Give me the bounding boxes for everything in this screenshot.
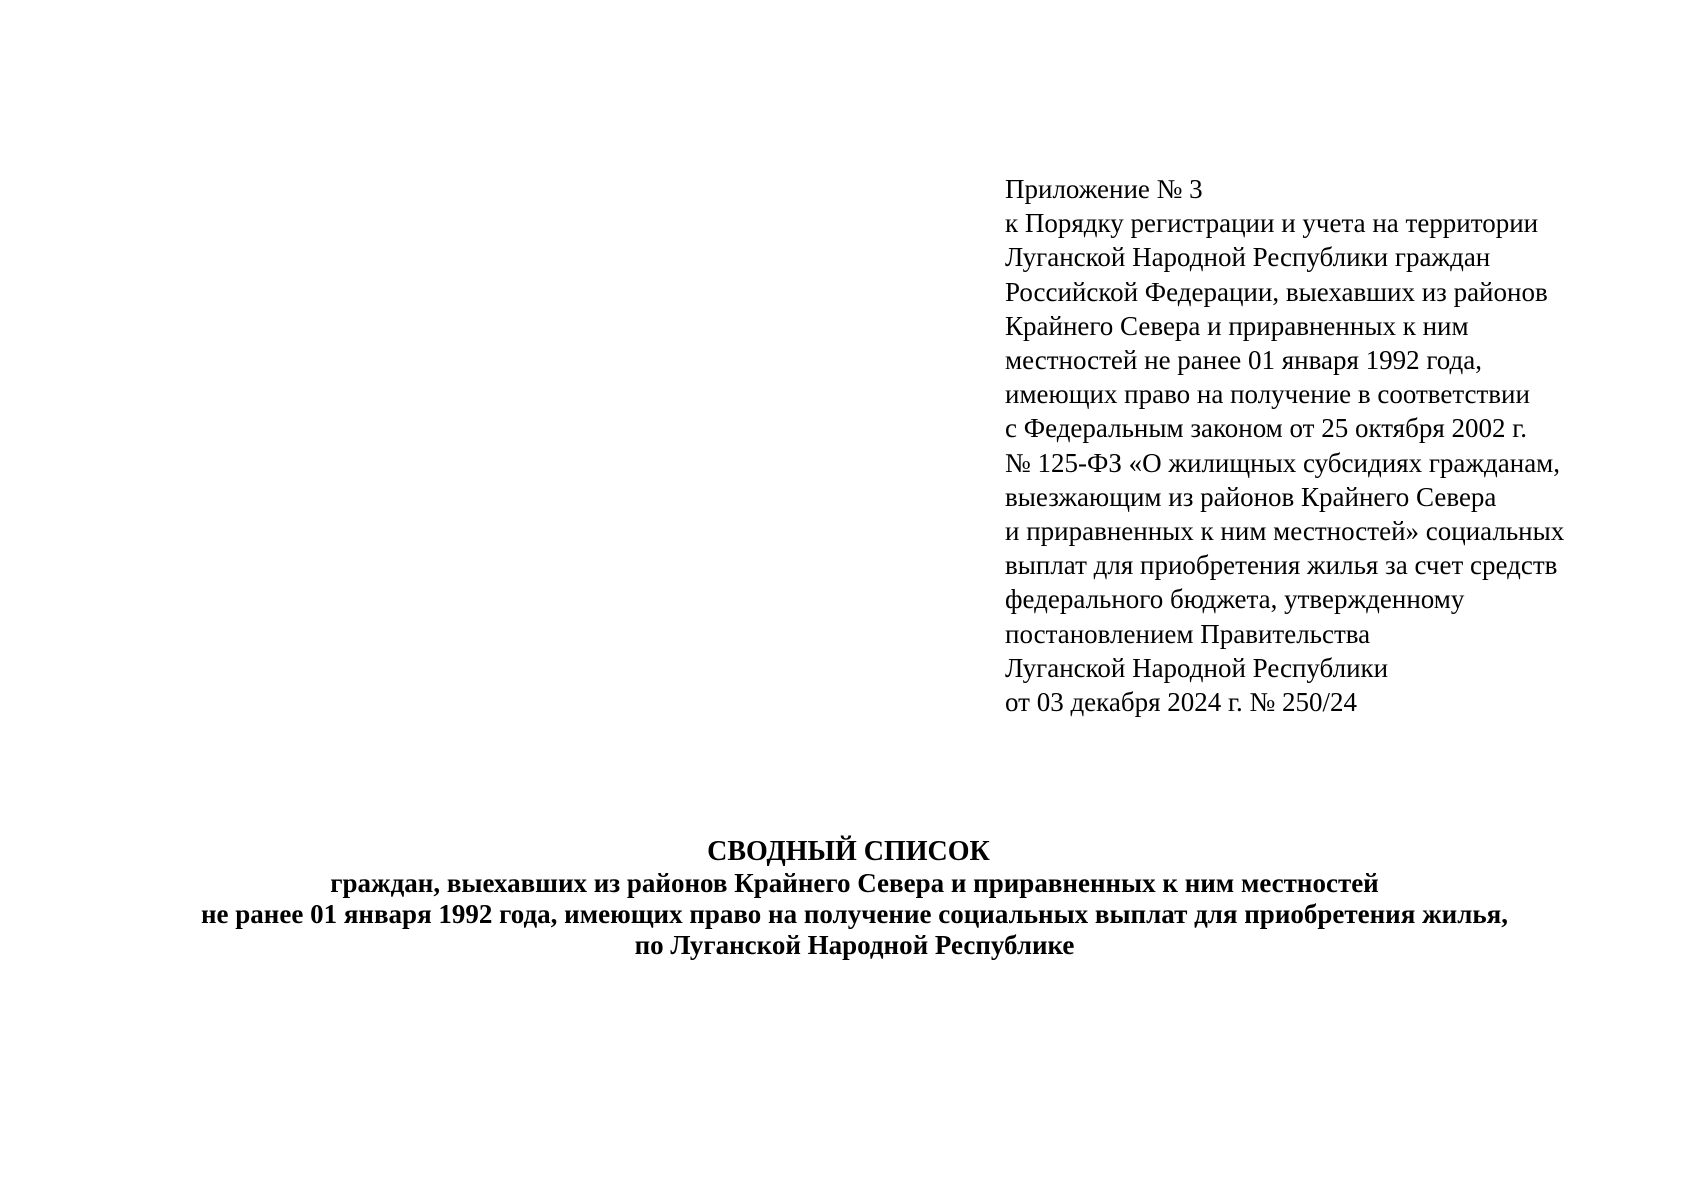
appendix-line: к Порядку регистрации и учета на территории (1005, 208, 1539, 239)
appendix-line: выезжающим из районов Крайнего Севера (1005, 481, 1497, 512)
appendix-line: и приравненных к ним местностей» социальных (1005, 516, 1565, 547)
appendix-reference-block (1005, 172, 1645, 719)
appendix-line: Крайнего Севера и приравненных к ним (1005, 310, 1469, 341)
appendix-line: постановлением Правительства (1005, 618, 1371, 649)
appendix-line: федерального бюджета, утвержденному (1005, 584, 1465, 615)
document-subtitle-line: не ранее 01 января 1992 года, имеющих право на получение социальных выплат для приобретения жилья, (200, 899, 1509, 929)
appendix-line: с Федеральным законом от 25 октября 2002 г. (1005, 413, 1528, 444)
appendix-line: Российской Федерации, выехавших из районов (1005, 276, 1548, 307)
appendix-line: № 125-ФЗ «О жилищных субсидиях гражданам, (1005, 447, 1561, 478)
appendix-line: имеющих право на получение в соответствии (1005, 379, 1530, 410)
document-subtitle-line: по Луганской Народной Республике (634, 930, 1075, 960)
appendix-line: от 03 декабря 2024 г. № 250/24 (1005, 687, 1358, 718)
document-heading (0, 836, 1697, 961)
appendix-line: Луганской Народной Республики (1005, 652, 1389, 683)
appendix-line: местностей не ранее 01 января 1992 года, (1005, 345, 1482, 376)
appendix-line: Луганской Народной Республики граждан (1005, 242, 1491, 273)
document-subtitle-line: граждан, выехавших из районов Крайнего Севера и приравненных к ним местностей (330, 868, 1379, 898)
appendix-line: выплат для приобретения жилья за счет средств (1005, 550, 1558, 581)
appendix-line: Приложение № 3 (1005, 174, 1203, 204)
document-title: СВОДНЫЙ СПИСОК (707, 836, 990, 867)
